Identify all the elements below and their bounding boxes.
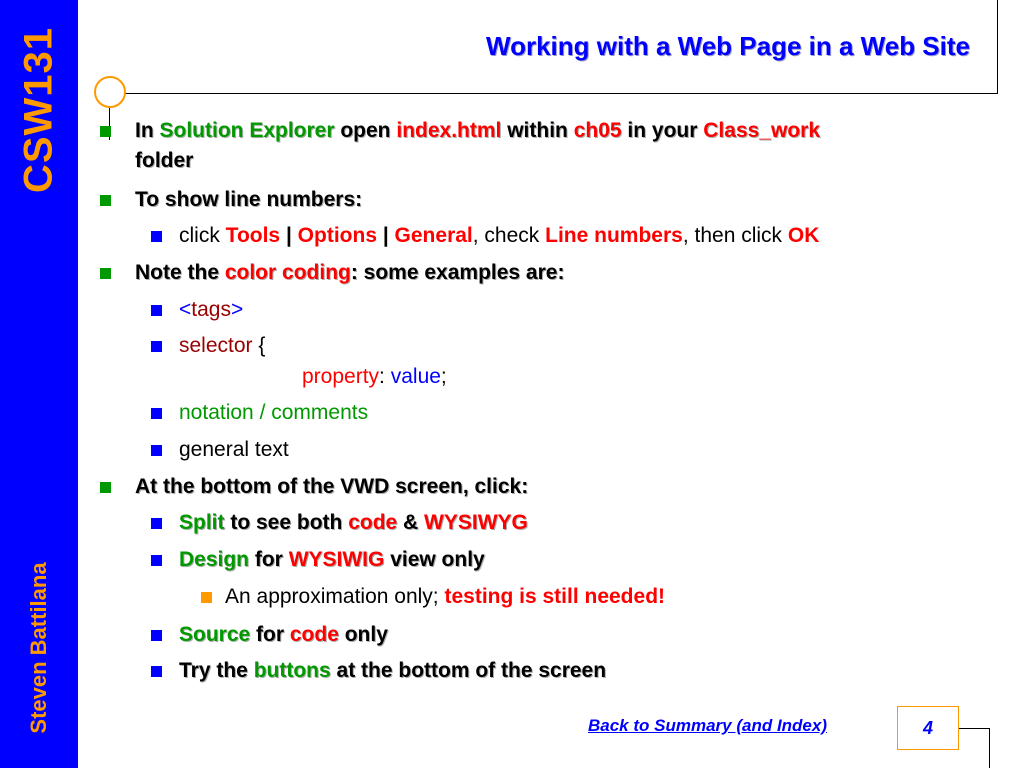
bullet-square-icon xyxy=(100,268,111,279)
list-item: Split to see both code & WYSIWYG xyxy=(179,511,528,534)
list-item: notation / comments xyxy=(179,401,369,424)
list-item: At the bottom of the VWD screen, click: xyxy=(135,475,529,498)
bullet-square-icon xyxy=(151,445,162,456)
bullet-square-icon xyxy=(100,195,111,206)
list-item: To show line numbers: xyxy=(135,188,363,211)
course-code: CSW131 xyxy=(16,26,61,194)
list-item: Note the color coding: some examples are: xyxy=(135,261,565,284)
list-item-continuation: folder xyxy=(135,149,194,172)
bullet-square-icon xyxy=(151,408,162,419)
list-item: general text xyxy=(179,438,289,461)
frame-right-line xyxy=(997,0,998,94)
bullet-square-icon xyxy=(151,231,162,242)
bullet-square-icon xyxy=(100,126,111,137)
back-to-summary-link[interactable]: Back to Summary (and Index) xyxy=(588,716,828,735)
list-item: Try the buttons at the bottom of the screen xyxy=(179,659,607,682)
header-divider xyxy=(108,93,998,94)
slide-title: Working with a Web Page in a Web Site xyxy=(486,31,970,61)
bullet-square-icon xyxy=(151,518,162,529)
author-name: Steven Battilana xyxy=(26,562,51,734)
page-number: 4 xyxy=(897,706,959,750)
sidebar xyxy=(0,0,78,768)
list-item-continuation: property: value; xyxy=(302,365,447,388)
list-item: In Solution Explorer open index.html within ch05 in your Class_work xyxy=(135,119,820,142)
bullet-square-icon xyxy=(151,305,162,316)
list-item: Source for code only xyxy=(179,623,388,646)
bullet-square-icon xyxy=(151,666,162,677)
bullet-square-icon xyxy=(151,630,162,641)
bullet-square-icon xyxy=(201,592,212,603)
decorative-circle xyxy=(94,76,126,108)
list-item: Design for WYSIWIG view only xyxy=(179,548,485,571)
bullet-square-icon xyxy=(151,341,162,352)
bullet-square-icon xyxy=(100,482,111,493)
footer-line xyxy=(958,728,990,729)
footer-vertical-line xyxy=(989,728,990,768)
list-item: selector { xyxy=(179,334,266,357)
list-item: <tags> xyxy=(179,298,244,321)
list-item: An approximation only; testing is still needed! xyxy=(225,585,666,608)
list-item: click Tools | Options | General, check Line numbers, then click OK xyxy=(179,224,820,247)
bullet-square-icon xyxy=(151,555,162,566)
